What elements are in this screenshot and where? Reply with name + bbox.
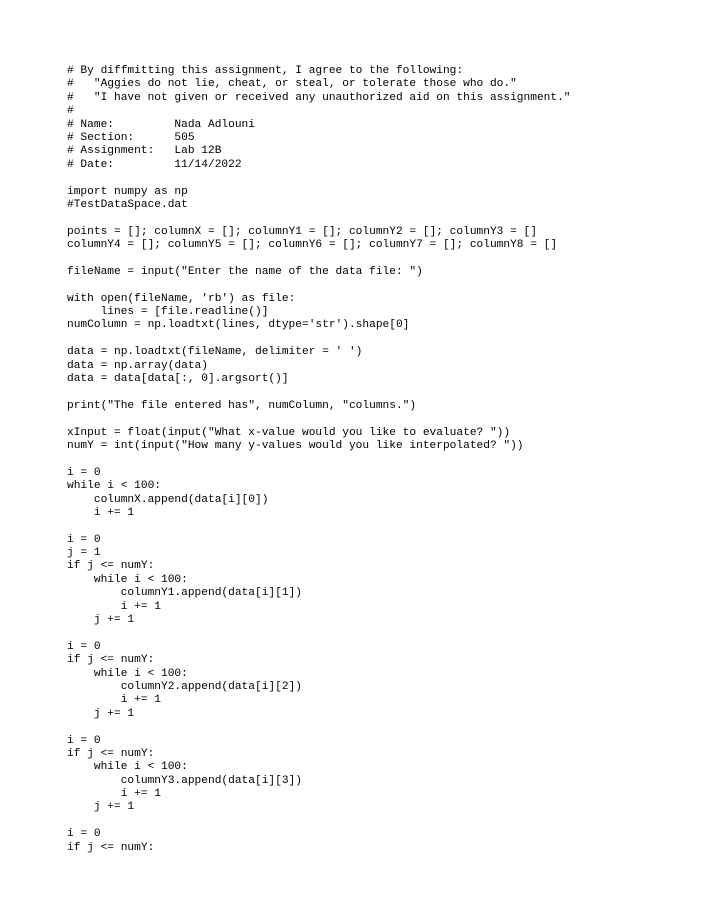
code-line: if j <= numY: — [67, 654, 155, 667]
code-line: if j <= numY: — [67, 747, 155, 760]
code-line — [67, 279, 571, 292]
code-line: #TestDataSpace.dat — [67, 198, 188, 211]
code-line — [67, 453, 571, 466]
code-line: j += 1 — [67, 614, 135, 627]
code-line: while i < 100: — [67, 761, 188, 774]
code-line: # Date: 11/14/2022 — [67, 158, 242, 171]
code-line: # "I have not given or received any unauthorized aid on this assignment." — [67, 91, 571, 104]
code-line: data = data[data[:, 0].argsort()] — [67, 372, 289, 385]
code-line — [67, 212, 571, 225]
code-line: i = 0 — [67, 533, 101, 546]
code-line: xInput = float(input("What x-value would you like to evaluate? ")) — [67, 426, 511, 439]
code-line: # Assignment: Lab 12B — [67, 145, 222, 158]
code-line: i += 1 — [67, 788, 161, 801]
code-line: points = []; columnX = []; columnY1 = []; columnY2 = []; columnY3 = [] — [67, 225, 537, 238]
code-line: data = np.array(data) — [67, 359, 208, 372]
code-line — [67, 172, 571, 185]
code-line: i = 0 — [67, 828, 101, 841]
code-line: lines = [file.readline()] — [67, 306, 269, 319]
code-line: # Name: Nada Adlouni — [67, 118, 255, 131]
code-line: i += 1 — [67, 506, 135, 519]
code-line: i = 0 — [67, 640, 101, 653]
code-line: columnY4 = []; columnY5 = []; columnY6 = []; columnY7 = []; columnY8 = [] — [67, 239, 558, 252]
code-line: while i < 100: — [67, 667, 188, 680]
code-line: i = 0 — [67, 734, 101, 747]
code-line: columnY3.append(data[i][3]) — [67, 774, 302, 787]
code-line: # Section: 505 — [67, 131, 195, 144]
code-line: columnY2.append(data[i][2]) — [67, 680, 302, 693]
code-line: data = np.loadtxt(fileName, delimiter = ' ') — [67, 346, 363, 359]
code-listing — [67, 65, 571, 855]
code-line: numY = int(input("How many y-values would you like interpolated? ")) — [67, 439, 524, 452]
code-line: # — [67, 105, 74, 118]
code-line: while i < 100: — [67, 573, 188, 586]
code-line: columnX.append(data[i][0]) — [67, 493, 269, 506]
code-line — [67, 721, 571, 734]
code-line: i += 1 — [67, 694, 161, 707]
code-line: j += 1 — [67, 707, 135, 720]
code-line: i += 1 — [67, 600, 161, 613]
code-line: i = 0 — [67, 466, 101, 479]
code-line: while i < 100: — [67, 480, 161, 493]
code-line — [67, 413, 571, 426]
code-line: fileName = input("Enter the name of the data file: ") — [67, 265, 423, 278]
code-line: with open(fileName, 'rb') as file: — [67, 292, 296, 305]
code-line: numColumn = np.loadtxt(lines, dtype='str').shape[0] — [67, 319, 410, 332]
code-line: columnY1.append(data[i][1]) — [67, 587, 302, 600]
code-line — [67, 815, 571, 828]
code-line — [67, 627, 571, 640]
code-line — [67, 386, 571, 399]
code-line: # "Aggies do not lie, cheat, or steal, or tolerate those who do." — [67, 78, 517, 91]
code-line: if j <= numY: — [67, 560, 155, 573]
code-line — [67, 252, 571, 265]
code-line — [67, 520, 571, 533]
code-line: j += 1 — [67, 801, 135, 814]
code-line: print("The file entered has", numColumn, "columns.") — [67, 399, 417, 412]
code-line: j = 1 — [67, 547, 101, 560]
code-line: if j <= numY: — [67, 841, 155, 854]
code-line: # By diffmitting this assignment, I agree to the following: — [67, 65, 464, 77]
code-line — [67, 333, 571, 346]
code-line: import numpy as np — [67, 185, 188, 198]
